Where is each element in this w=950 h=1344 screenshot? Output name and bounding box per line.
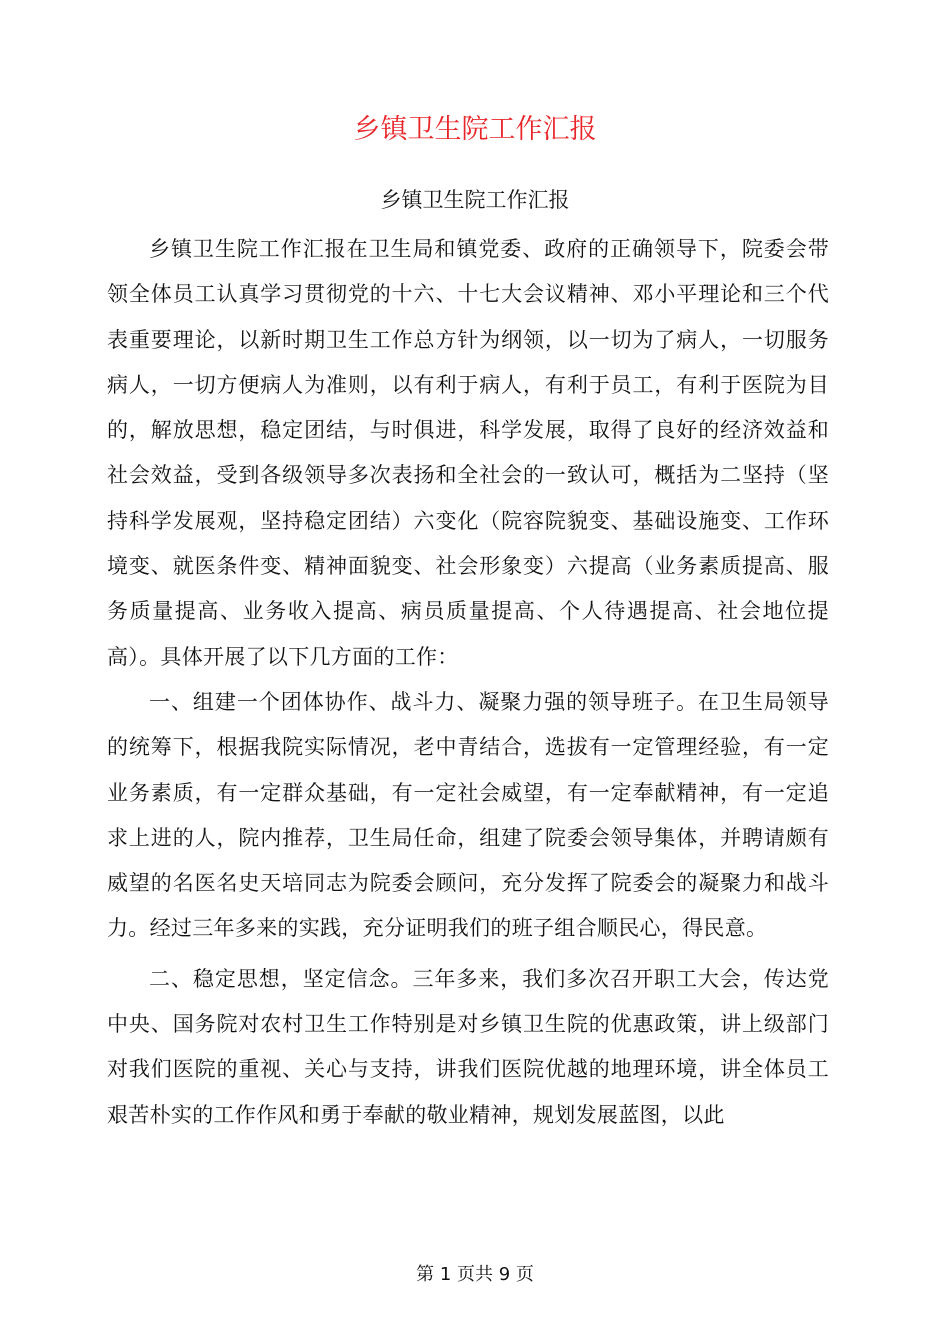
paragraph-leadership: 一、组建一个团体协作、战斗力、凝聚力强的领导班子。在卫生局领导的统筹下，根据我院实际情况，老中青结合，选拔有一定管理经验，有一定业务素质，有一定群众基础，有一定社会威望，有一定奉献精神，有一定追求上进的人，院内推荐，卫生局任命，组建了院委会领导集体，并聘请颇有威望的名医名史天培同志为院委会顾问，充分发挥了院委会的凝聚力和战斗力。经过三年多来的实践，充分证明我们的班子组合顺民心，得民意。: [107, 689, 829, 941]
page-number: 第 1 页共 9 页: [416, 1264, 534, 1285]
paragraph-stability: 二、稳定思想，坚定信念。三年多来，我们多次召开职工大会，传达党中央、国务院对农村卫生工作特别是对乡镇卫生院的优惠政策，讲上级部门对我们医院的重视、关心与支持，讲我们医院优越的地理环境，讲全体员工艰苦朴实的工作作风和勇于奉献的敬业精神，规划发展蓝图，以此: [107, 966, 829, 1127]
paragraph-intro: 乡镇卫生院工作汇报在卫生局和镇党委、政府的正确领导下，院委会带领全体员工认真学习贯彻党的十六、十七大会议精神、邓小平理论和三个代表重要理论，以新时期卫生工作总方针为纲领，以一切为了病人，一切服务病人，一切方便病人为准则，以有利于病人，有利于员工，有利于医院为目的，解放思想，稳定团结，与时俱进，科学发展，取得了良好的经济效益和社会效益，受到各级领导多次表扬和全社会的一致认可，概括为二坚持（坚持科学发展观，坚持稳定团结）六变化（院容院貌变、基础设施变、工作环境变、就医条件变、精神面貌变、社会形象变）六提高（业务素质提高、服务质量提高、业务收入提高、病员质量提高、个人待遇提高、社会地位提高）。具体开展了以下几方面的工作：: [107, 237, 829, 669]
document-title: 乡镇卫生院工作汇报: [353, 114, 597, 145]
document-body: [107, 227, 829, 1138]
document-subtitle: 乡镇卫生院工作汇报: [380, 188, 570, 212]
